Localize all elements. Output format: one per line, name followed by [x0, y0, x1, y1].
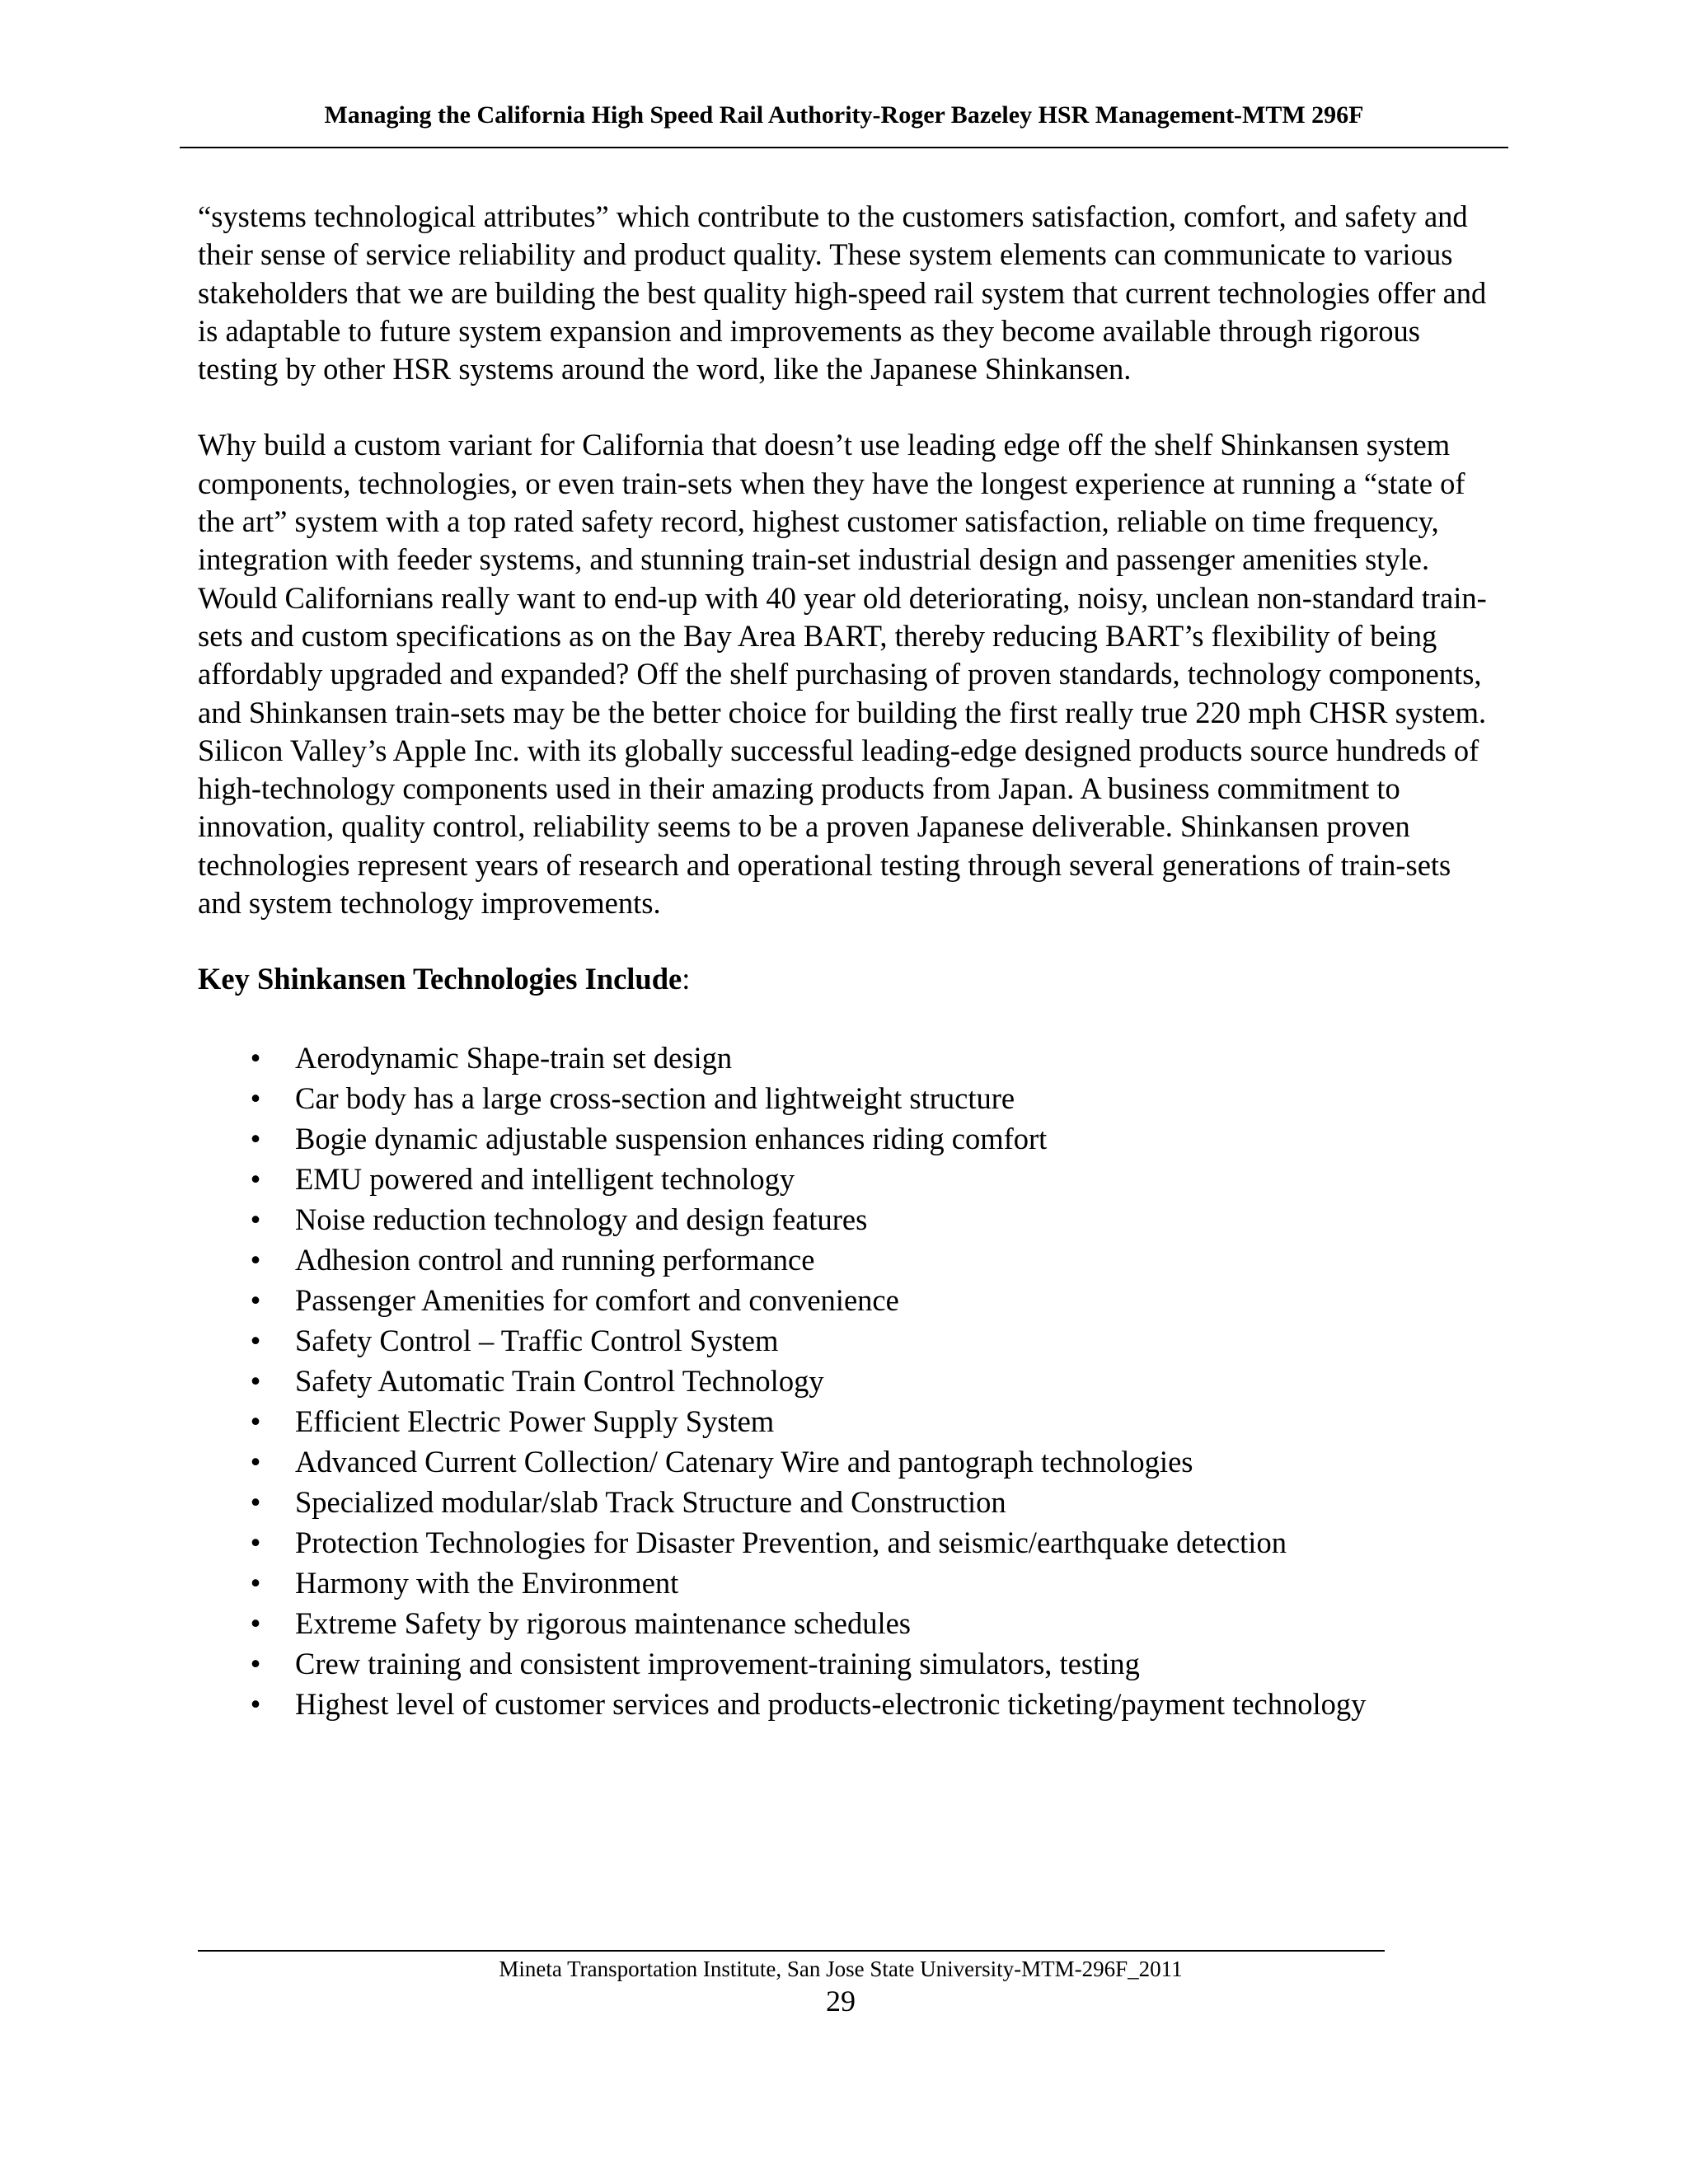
list-item [198, 1401, 1500, 1441]
bullet-icon: • [250, 1242, 261, 1277]
list-item [198, 1078, 1500, 1118]
list-item [198, 1118, 1500, 1159]
bullet-icon: • [250, 1646, 261, 1680]
bullet-icon: • [250, 1444, 261, 1479]
bullet-icon: • [250, 1080, 261, 1115]
footer-divider [198, 1950, 1385, 1952]
list-item-text: Advanced Current Collection/ Catenary Wire and pantograph technologies [295, 1444, 1193, 1479]
bullet-icon: • [250, 1404, 261, 1438]
bullet-icon: • [250, 1363, 261, 1398]
bullet-icon: • [250, 1605, 261, 1640]
list-item [198, 1038, 1500, 1078]
list-item-text: Specialized modular/slab Track Structure and Construction [295, 1484, 1006, 1519]
section-heading [198, 960, 1500, 998]
list-item [198, 1361, 1500, 1401]
bullet-icon: • [250, 1323, 261, 1357]
bullet-icon: • [250, 1282, 261, 1317]
list-item-text: Bogie dynamic adjustable suspension enhances riding comfort [295, 1121, 1048, 1155]
bullet-icon: • [250, 1040, 261, 1075]
list-item-text: Noise reduction technology and design features [295, 1202, 868, 1236]
list-item-text: Highest level of customer services and products-electronic ticketing/payment technology [295, 1686, 1367, 1721]
list-item [198, 1280, 1500, 1320]
list-item [198, 1441, 1500, 1482]
bullet-icon: • [250, 1121, 261, 1155]
list-item-text: EMU powered and intelligent technology [295, 1161, 795, 1196]
list-item [198, 1684, 1500, 1724]
list-item-text: Car body has a large cross-section and lightweight structure [295, 1080, 1015, 1115]
bullet-icon: • [250, 1525, 261, 1559]
list-item-text: Crew training and consistent improvement-training simulators, testing [295, 1646, 1140, 1680]
list-item [198, 1603, 1500, 1643]
list-item [198, 1643, 1500, 1684]
list-item-text: Harmony with the Environment [295, 1565, 679, 1600]
list-item-text: Protection Technologies for Disaster Prevention, and seismic/earthquake detection [295, 1525, 1287, 1559]
list-item [198, 1563, 1500, 1603]
list-item-text: Passenger Amenities for comfort and convenience [295, 1282, 899, 1317]
bullet-icon: • [250, 1161, 261, 1196]
section-heading-text: Key Shinkansen Technologies Include [198, 962, 682, 996]
bullet-icon: • [250, 1686, 261, 1721]
header-divider [180, 147, 1508, 148]
list-item-text: Adhesion control and running performance [295, 1242, 815, 1277]
bullet-icon: • [250, 1484, 261, 1519]
list-item [198, 1482, 1500, 1522]
technology-list [198, 1038, 1500, 1724]
list-item [198, 1159, 1500, 1199]
list-item-text: Safety Automatic Train Control Technology [295, 1363, 824, 1398]
document-body [198, 198, 1500, 1724]
list-item [198, 1199, 1500, 1240]
page-header: Managing the California High Speed Rail Authority-Roger Bazeley HSR Management-MTM 296F [324, 101, 1364, 129]
paragraph-1: “systems technological attributes” which contribute to the customers satisfaction, comfort, and safety and their sense of service reliability and product quality. These system elements can communicate to various stakeholders that we are building the best quality high-speed rail system that current technologies offer and is adaptable to future system expansion and improvements as they become available through rigorous testing by other HSR systems around the word, like the Japanese Shinkansen. [198, 199, 1487, 387]
page-number: 29 [826, 1985, 856, 2018]
paragraph-2: Why build a custom variant for California that doesn’t use leading edge off the shelf Shinkansen system components, technologies, or even train-sets when they have the longest experience at running a “state of the art” system with a top rated safety record, highest customer satisfaction, reliable on time frequency, integration with feeder systems, and stunning train-set industrial design and passenger amenities style. Would Californians really want to end-up with 40 year old deteriorating, noisy, unclean non-standard train-sets and custom specifications as on the Bay Area BART, thereby reducing BART’s flexibility of being affordably upgraded and expanded? Off the shelf purchasing of proven standards, technology components, and Shinkansen train-sets may be the better choice for building the first really true 220 mph CHSR system. Silicon Valley’s Apple Inc. with its globally successful leading-edge designed products source hundreds of high-technology components used in their amazing products from Japan. A business commitment to innovation, quality control, reliability seems to be a proven Japanese deliverable. Shinkansen proven technologies represent years of research and operational testing through several generations of train-sets and system technology improvements. [198, 428, 1487, 921]
list-item-text: Safety Control – Traffic Control System [295, 1323, 779, 1357]
page-footer: Mineta Transportation Institute, San Jose State University-MTM-296F_2011 [499, 1957, 1183, 1981]
section-heading-colon: : [682, 962, 691, 996]
list-item-text: Extreme Safety by rigorous maintenance schedules [295, 1605, 911, 1640]
bullet-icon: • [250, 1202, 261, 1236]
bullet-icon: • [250, 1565, 261, 1600]
list-item [198, 1522, 1500, 1563]
list-item [198, 1240, 1500, 1280]
list-item-text: Aerodynamic Shape-train set design [295, 1040, 733, 1075]
list-item-text: Efficient Electric Power Supply System [295, 1404, 775, 1438]
list-item [198, 1320, 1500, 1361]
